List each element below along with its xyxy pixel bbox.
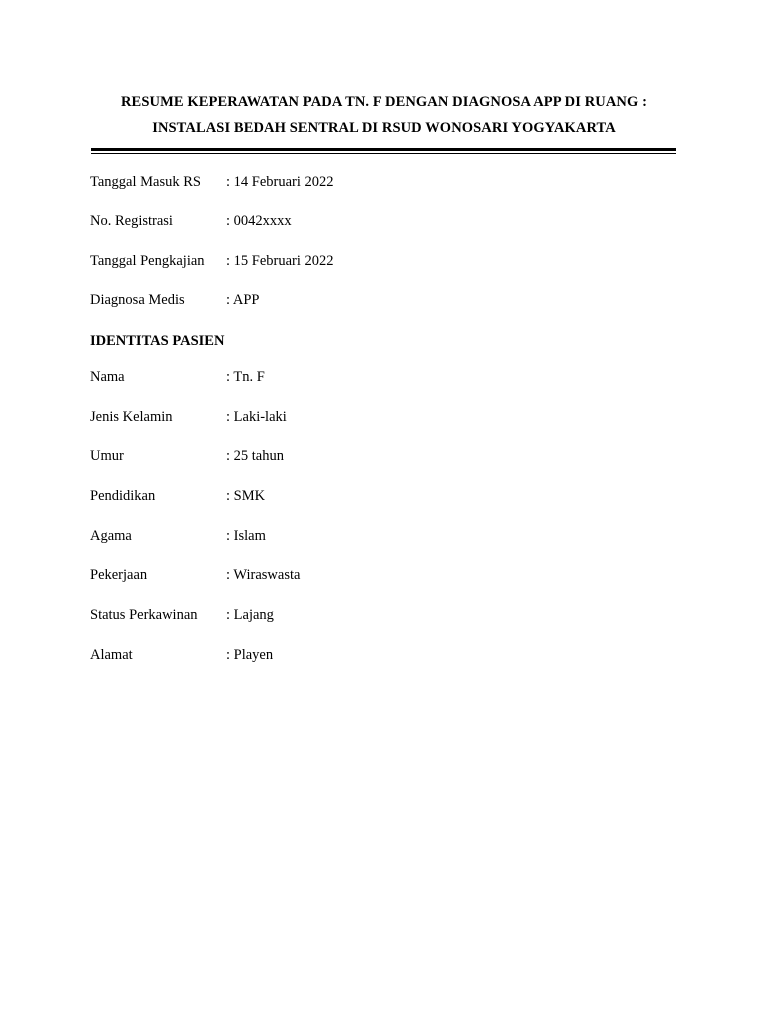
field-row-gender [90, 409, 680, 429]
field-value: : 25 tahun [226, 448, 284, 464]
field-row-address [90, 647, 680, 667]
document-title-line-2: INSTALASI BEDAH SENTRAL DI RSUD WONOSARI YOGYAKARTA [152, 120, 616, 136]
field-label: Nama [90, 369, 125, 385]
title-divider-thin [91, 153, 676, 154]
field-row-registration-number [90, 213, 680, 233]
field-value: : 14 Februari 2022 [226, 174, 334, 190]
field-label: Alamat [90, 647, 133, 663]
field-label: Jenis Kelamin [90, 409, 173, 425]
section-heading-patient-identity: IDENTITAS PASIEN [90, 333, 225, 349]
title-divider-thick [91, 148, 676, 151]
field-label: Diagnosa Medis [90, 292, 185, 308]
field-label: Status Perkawinan [90, 607, 198, 623]
field-label: Tanggal Masuk RS [90, 174, 201, 190]
field-value: : 0042xxxx [226, 213, 292, 229]
field-row-medical-diagnosis [90, 292, 680, 312]
field-value: : Laki-laki [226, 409, 287, 425]
field-row-age [90, 448, 680, 468]
field-label: Umur [90, 448, 124, 464]
field-row-education [90, 488, 680, 508]
field-value: : Lajang [226, 607, 274, 623]
field-label: Pendidikan [90, 488, 156, 504]
field-value: : SMK [226, 488, 266, 504]
field-row-admission-date [90, 174, 680, 194]
field-value: : Islam [226, 528, 266, 544]
document-title-line-1: RESUME KEPERAWATAN PADA TN. F DENGAN DIAGNOSA APP DI RUANG : [120, 94, 648, 110]
field-row-assessment-date [90, 253, 680, 273]
field-row-name [90, 369, 680, 389]
field-label: Pekerjaan [90, 567, 148, 583]
field-value: : APP [226, 292, 260, 308]
field-value: : Playen [226, 647, 274, 663]
field-value: : Wiraswasta [226, 567, 301, 583]
field-label: Agama [90, 528, 132, 544]
field-row-occupation [90, 567, 680, 587]
field-label: Tanggal Pengkajian [90, 253, 205, 269]
field-label: No. Registrasi [90, 213, 173, 229]
field-value: : 15 Februari 2022 [226, 253, 334, 269]
field-row-religion [90, 528, 680, 548]
field-value: : Tn. F [226, 369, 265, 385]
field-row-marital-status [90, 607, 680, 627]
